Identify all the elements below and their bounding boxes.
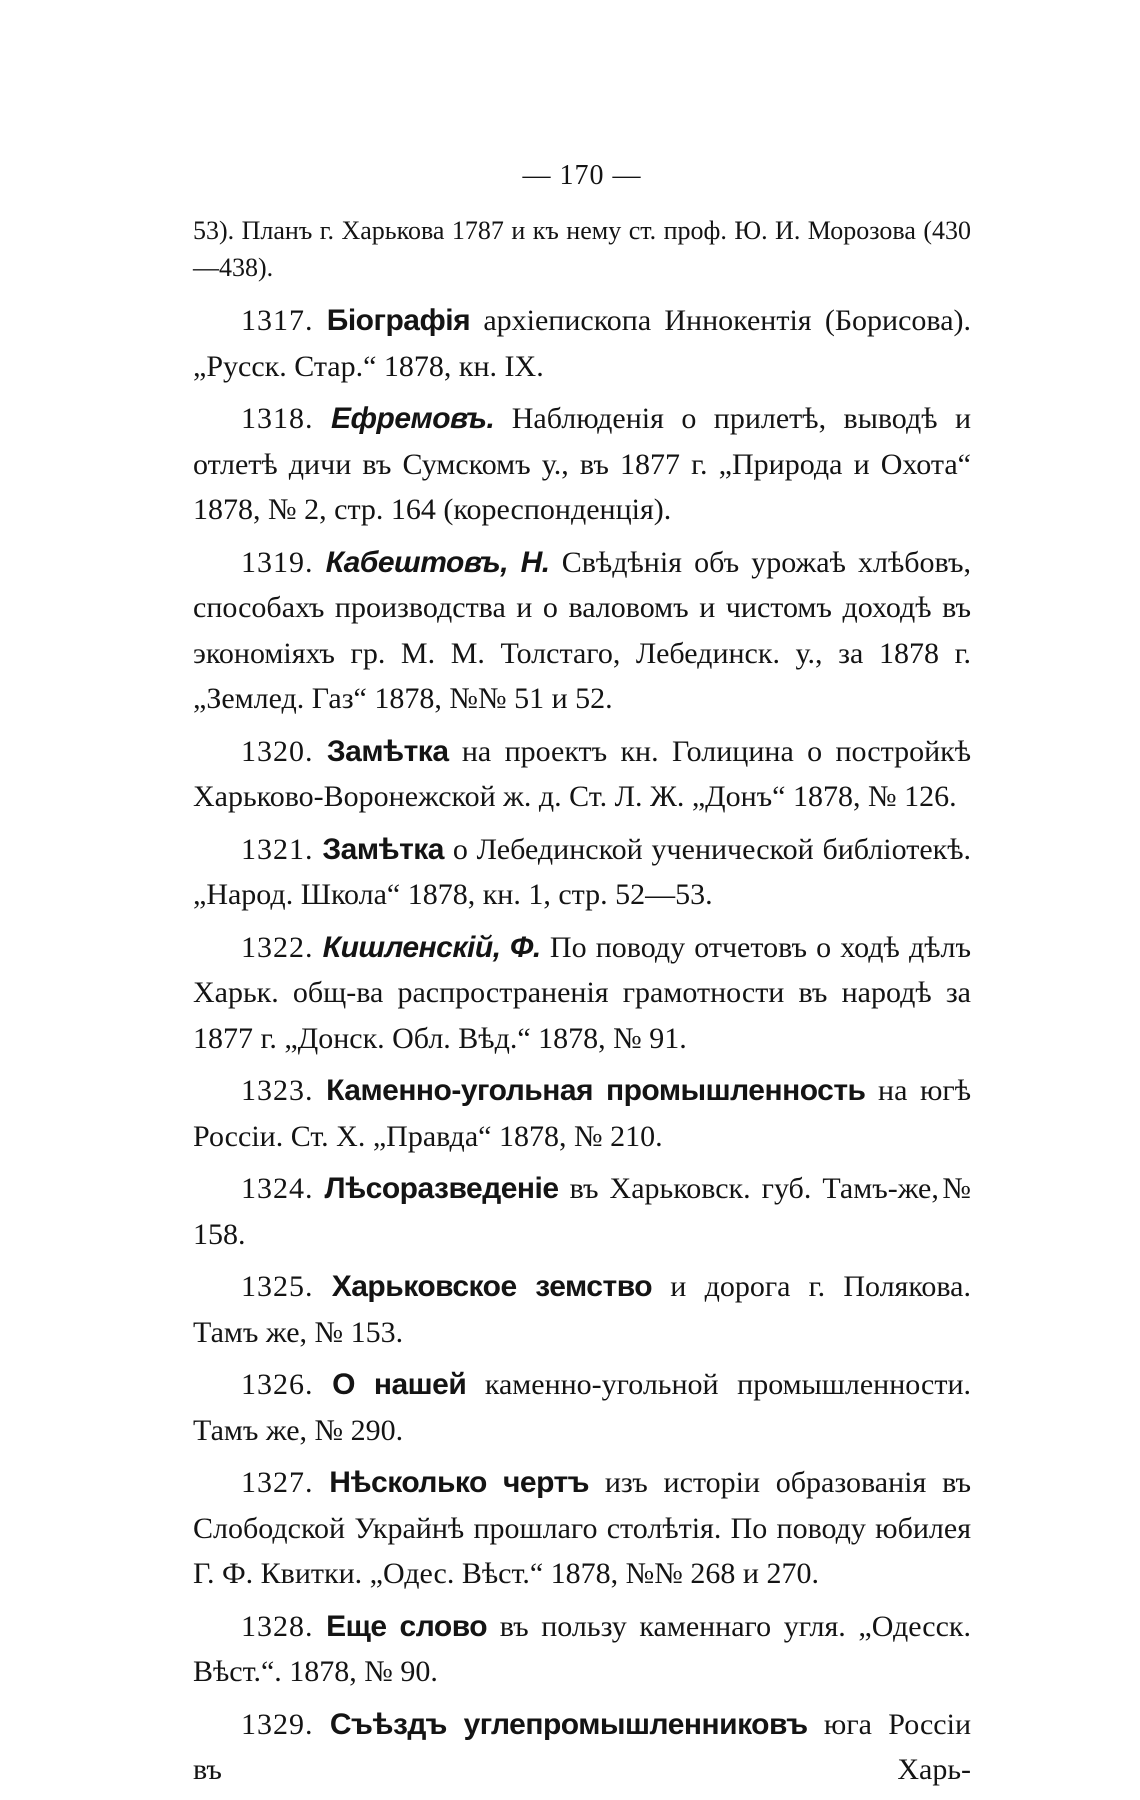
entry-number: 1322. [241, 930, 314, 964]
entry-heading: Замѣтка [322, 832, 444, 866]
entry-number: 1317. [241, 304, 314, 337]
page-number: — 170 — [522, 160, 642, 191]
entry-1321 [193, 827, 971, 918]
entry-number: 1321. [241, 832, 314, 866]
entry-text: По поводу отчетовъ о ходѣ дѣлъ Харьк. общ-ва распространенія грамотности въ народѣ за 1877 г. „Донск. Обл. Вѣд.“ 1878, № 91. [193, 930, 971, 1055]
entry-1327 [193, 1460, 971, 1597]
entry-number: 1323. [241, 1074, 314, 1107]
entry-heading: Кишленскій, Ф. [322, 930, 541, 964]
entry-text: на проектъ кн. Голицина о постройкѣ Харьково-Воронежской ж. д. Ст. Л. Ж. „Донъ“ 1878, № 126. [193, 734, 971, 813]
entry-heading: Съѣздъ углепромышленниковъ [329, 1707, 808, 1741]
entry-text: архіепископа Иннокентія (Борисова). „Русск. Стар.“ 1878, кн. IX. [193, 304, 971, 383]
entry-1325 [193, 1264, 971, 1355]
entry-heading: Ефремовъ. [330, 402, 495, 435]
entry-heading: Еще слово [326, 1609, 488, 1643]
entry-heading: Замѣтка [326, 734, 449, 768]
entry-1320 [193, 729, 971, 820]
entry-1318 [193, 396, 971, 533]
entry-text: въ пользу каменнаго угля. „Одесск. Вѣст.“. 1878, № 90. [193, 1609, 971, 1688]
entry-text: каменно-угольной промышленности. Тамъ же, № 290. [193, 1368, 972, 1447]
entry-heading: Кабештовъ, Н. [325, 545, 550, 579]
entry-text: и дорога г. Полякова. Тамъ же, № 153. [193, 1270, 971, 1349]
entry-heading: Каменно-угольная промышленность [326, 1074, 866, 1107]
entry-1323 [193, 1068, 971, 1159]
entry-number: 1320. [241, 734, 314, 768]
continuation-text: 53). Планъ г. Харькова 1787 и къ нему ст. проф. Ю. И. Морозова (430—438). [193, 216, 971, 282]
entry-1322 [193, 925, 971, 1062]
entry-number: 1328. [241, 1609, 314, 1643]
entry-heading: Харьковское земство [331, 1270, 653, 1303]
entry-1319 [193, 540, 971, 722]
entry-text: въ Харьковск. губ. Тамъ-же,№ 158. [193, 1172, 972, 1251]
entry-1317 [193, 298, 971, 389]
entry-text: Наблюденія о прилетѣ, выводѣ и отлетѣ дичи въ Сумскомъ у., въ 1877 г. „Природа и Охота“ 1878, № 2, стр. 164 (кореспонденція). [193, 402, 971, 526]
entry-heading: Лѣсоразведеніе [324, 1172, 559, 1205]
entry-number: 1324. [241, 1172, 314, 1205]
entry-1324 [193, 1166, 971, 1257]
entry-heading: О нашей [332, 1368, 467, 1401]
document-page [193, 160, 971, 1800]
entry-number: 1318. [241, 402, 314, 435]
entry-text: о Лебединской ученической библіотекѣ. „Народ. Школа“ 1878, кн. 1, стр. 52—53. [193, 832, 971, 911]
entry-text: юга Россіи въ Харь- [193, 1707, 971, 1786]
entry-1328 [193, 1604, 971, 1695]
entry-number: 1326. [241, 1368, 314, 1401]
entry-number: 1329. [241, 1707, 314, 1741]
entry-text: на югѣ Россіи. Ст. X. „Правда“ 1878, № 210. [193, 1074, 971, 1153]
entry-heading: Нѣсколько чертъ [329, 1466, 590, 1499]
entry-1329 [193, 1702, 971, 1793]
entry-number: 1319. [241, 545, 314, 579]
entry-text: изъ исторіи образованія въ Слободской Украйнѣ прошлаго столѣтія. По поводу юбилея Г. Ф. Квитки. „Одес. Вѣст.“ 1878, №№ 268 и 270. [193, 1466, 972, 1590]
entry-1326 [193, 1362, 971, 1453]
entry-number: 1327. [241, 1466, 314, 1499]
entry-heading: Біографія [326, 304, 471, 337]
entry-number: 1325. [241, 1270, 314, 1303]
entry-text: Свѣдѣнія объ урожаѣ хлѣбовъ, способахъ производства и о валовомъ и чистомъ доходѣ въ экономіяхъ гр. М. М. Толстаго, Лебединск. у., за 1878 г. „Землед. Газ“ 1878, №№ 51 и 52. [193, 545, 971, 715]
